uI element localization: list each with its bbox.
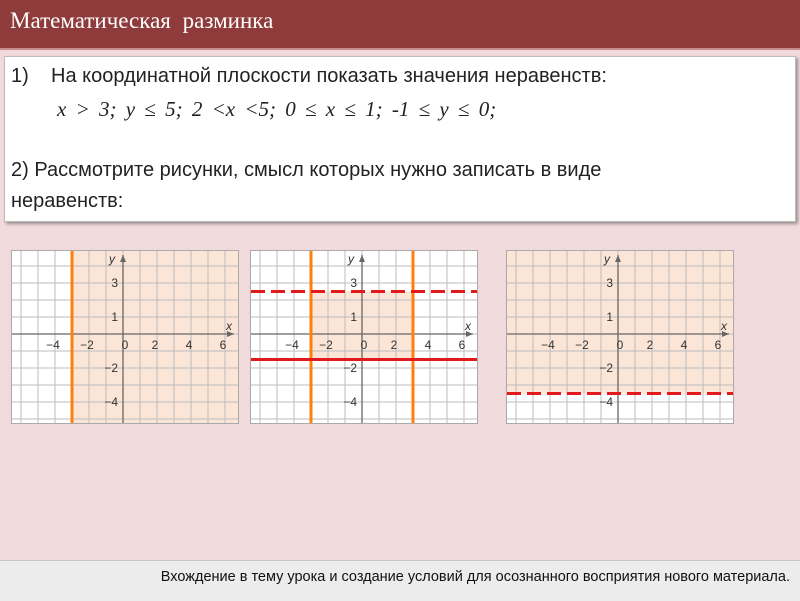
shaded-region	[72, 251, 238, 423]
x-tick-label: −4	[46, 338, 60, 352]
y-tick-label: 1	[606, 310, 613, 324]
graph-3	[506, 250, 734, 424]
graph-3-svg	[507, 251, 733, 423]
y-tick-label: 3	[606, 276, 613, 290]
x-tick-label: −2	[80, 338, 94, 352]
x-tick-label: 4	[424, 338, 432, 352]
y-tick-label: −4	[599, 395, 613, 409]
x-tick-label: 0	[121, 338, 129, 352]
x-tick-label: −4	[541, 338, 555, 352]
x-tick-label: 4	[680, 338, 688, 352]
y-tick-label: 1	[350, 310, 357, 324]
x-tick-label: 2	[646, 338, 654, 352]
x-tick-label: 6	[219, 338, 227, 352]
task1-inequalities: x > 3; y ≤ 5; 2 <x <5; 0 ≤ x ≤ 1; -1 ≤ y ≤ 0;	[57, 97, 497, 121]
x-tick-label: −4	[285, 338, 299, 352]
task1-text: На координатной плоскости показать значения неравенств:	[51, 65, 607, 87]
y-axis-label: y	[348, 252, 354, 266]
x-axis-label: x	[465, 319, 471, 333]
shaded-region	[507, 251, 733, 394]
y-tick-label: −2	[599, 361, 613, 375]
y-tick-label: −2	[104, 361, 118, 375]
y-tick-label: 1	[111, 310, 118, 324]
y-tick-label: 3	[350, 276, 357, 290]
task-box	[4, 56, 796, 222]
graph-2-svg	[251, 251, 477, 423]
graph-2	[250, 250, 478, 424]
graph-1	[11, 250, 239, 424]
y-tick-label: −4	[343, 395, 357, 409]
x-axis-label: x	[226, 319, 232, 333]
footer-text: Вхождение в тему урока и создание условий для осознанного восприятия нового материала.	[160, 569, 790, 585]
x-axis-label: x	[721, 319, 727, 333]
y-tick-label: 3	[111, 276, 118, 290]
y-tick-label: −4	[104, 395, 118, 409]
x-tick-label: 4	[185, 338, 193, 352]
y-tick-label: −2	[343, 361, 357, 375]
y-axis-label: y	[604, 252, 610, 266]
graph-1-svg	[12, 251, 238, 423]
slide-title: Математическая разминка	[10, 8, 274, 33]
task1-number: 1)	[11, 65, 29, 87]
task1-line	[11, 65, 607, 88]
x-tick-label: −2	[319, 338, 333, 352]
x-tick-label: 0	[616, 338, 624, 352]
x-tick-label: 2	[390, 338, 398, 352]
y-axis-label: y	[109, 252, 115, 266]
task2-line1: 2) Рассмотрите рисунки, смысл которых нужно записать в виде	[11, 159, 602, 181]
x-tick-label: −2	[575, 338, 589, 352]
task2-line2: неравенств:	[11, 190, 124, 212]
title-bar	[0, 0, 800, 50]
x-tick-label: 2	[151, 338, 159, 352]
footer-bar	[0, 560, 800, 601]
y-axis-arrow	[359, 255, 365, 262]
x-tick-label: 0	[360, 338, 368, 352]
x-tick-label: 6	[458, 338, 466, 352]
x-tick-label: 6	[714, 338, 722, 352]
